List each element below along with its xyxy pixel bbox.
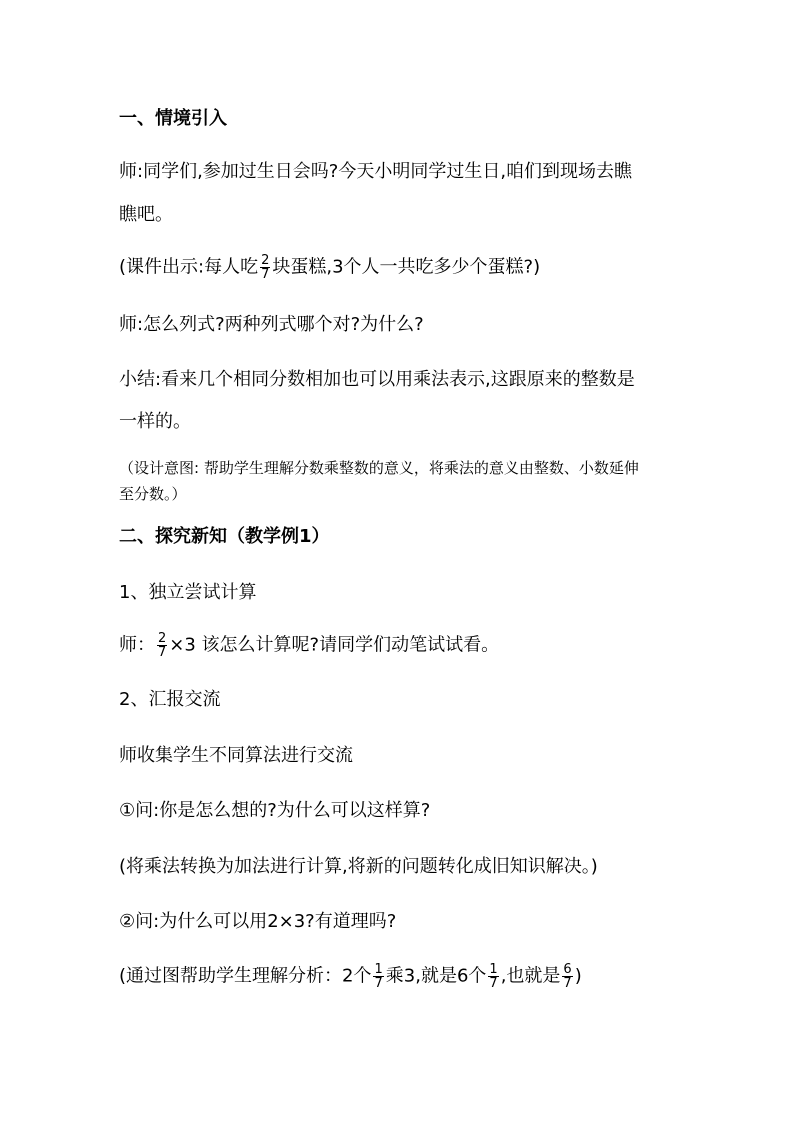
fraction-numerator: 2 (158, 631, 167, 646)
fraction-denominator: 7 (158, 645, 167, 660)
fraction-denominator: 7 (489, 976, 498, 991)
paragraph-line: 瞧吧。 (119, 204, 173, 225)
fraction-denominator: 7 (374, 976, 383, 991)
paragraph-line: 师收集学生不同算法进行交流 (119, 745, 353, 766)
text-segment: 师： (119, 634, 155, 656)
paragraph-line: ①问:你是怎么想的?为什么可以这样算? (119, 800, 431, 821)
fraction (157, 632, 167, 659)
text-segment: (课件出示:每人吃 (119, 256, 259, 278)
fraction-numerator: 1 (489, 962, 498, 977)
paragraph-line-with-fractions (119, 963, 582, 990)
fraction-numerator: 2 (261, 253, 270, 268)
subheading: 2、汇报交流 (119, 689, 221, 710)
design-note-line: （设计意图: 帮助学生理解分数乘整数的意义，将乘法的意义由整数、小数延伸 (119, 459, 639, 477)
fraction (488, 963, 498, 990)
paragraph-line: 一样的。 (119, 411, 191, 432)
fraction-numerator: 1 (374, 962, 383, 977)
paragraph-line: 师:同学们,参加过生日会吗?今天小明同学过生日,咱们到现场去瞧 (119, 161, 633, 182)
fraction-denominator: 7 (563, 976, 572, 991)
paragraph-line: 小结:看来几个相同分数相加也可以用乘法表示,这跟原来的整数是 (119, 369, 635, 390)
text-segment: ×3 该怎么计算呢?请同学们动笔试试看。 (169, 634, 500, 656)
text-segment: (通过图帮助学生理解分析：2个 (119, 965, 372, 987)
section-heading-1: 一、情境引入 (119, 108, 227, 129)
fraction (562, 963, 572, 990)
text-segment: 乘3,就是6个 (385, 965, 487, 987)
section-heading-2: 二、探究新知（教学例1） (119, 526, 330, 547)
paragraph-line: ②问:为什么可以用2×3?有道理吗? (119, 911, 397, 932)
fraction-denominator: 7 (261, 267, 270, 282)
subheading: 1、独立尝试计算 (119, 582, 257, 603)
paragraph-line: (将乘法转换为加法进行计算,将新的问题转化成旧知识解决。) (119, 856, 598, 877)
paragraph-line-with-fraction (119, 632, 499, 659)
text-segment: 块蛋糕,3个人一共吃多少个蛋糕?) (272, 256, 541, 278)
fraction-numerator: 6 (563, 962, 572, 977)
text-segment: ,也就是 (500, 965, 561, 987)
paragraph-line-with-fraction (119, 254, 540, 281)
fraction (373, 963, 383, 990)
text-segment: ) (574, 965, 582, 987)
fraction (260, 254, 270, 281)
paragraph-line: 师:怎么列式?两种列式哪个对?为什么? (119, 314, 424, 335)
design-note-line: 至分数。） (119, 485, 187, 503)
